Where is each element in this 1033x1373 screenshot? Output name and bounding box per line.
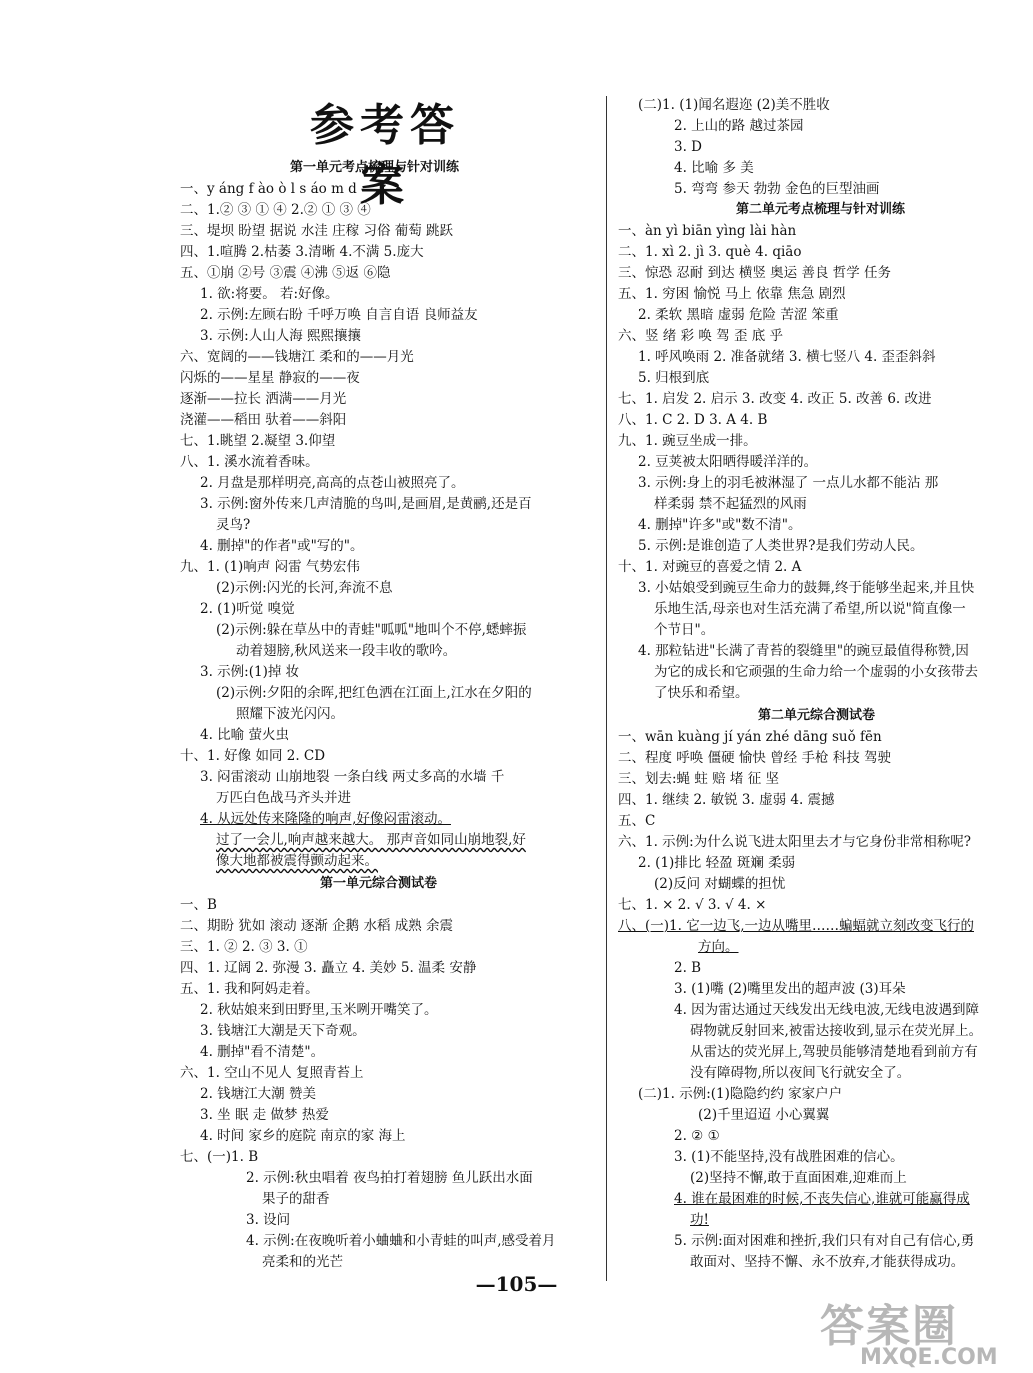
- answer-line: 4. 删掉"许多"或"数不清"。: [638, 517, 802, 533]
- answer-line: 2. (1)听觉 嗅觉: [200, 601, 295, 617]
- answer-line: 4. 因为雷达通过天线发出无线电波,无线电波遇到障: [674, 1002, 979, 1018]
- answer-line: 六、1. 示例:为什么说飞进太阳里去才与它身份非常相称呢?: [618, 834, 971, 850]
- answer-line: 3. 示例:(1)掉 妆: [200, 664, 300, 680]
- answer-line: 二、1. xì 2. jì 3. què 4. qiāo: [618, 244, 802, 260]
- answer-line: 七、1. 启发 2. 启示 3. 改变 4. 改正 5. 改善 6. 改进: [618, 391, 932, 407]
- answer-line: 过了一会儿,响声越来越大。 那声音如同山崩地裂,好: [216, 832, 526, 848]
- answer-line: 4. 时间 家乡的庭院 南京的家 海上: [200, 1128, 406, 1144]
- answer-line: 功!: [690, 1212, 709, 1228]
- answer-line: 3. 示例:窗外传来几声清脆的鸟叫,是画眉,是黄鹂,还是百: [200, 496, 532, 512]
- answer-line: 3. (1)嘴 (2)嘴里发出的超声波 (3)耳朵: [674, 981, 906, 997]
- answer-line: 2. ② ①: [674, 1128, 720, 1144]
- answer-line: 四、1. 辽阔 2. 弥漫 3. 矗立 4. 美妙 5. 温柔 安静: [180, 960, 477, 976]
- section-heading: 第一单元综合测试卷: [320, 876, 438, 891]
- answer-line: 2. B: [674, 960, 702, 976]
- answer-line: 2. 豆荚被太阳晒得暖洋洋的。: [638, 454, 818, 470]
- answer-line: 八、(一)1. 它一边飞,一边从嘴里……蝙蝠就立刻改变飞行的: [618, 918, 974, 934]
- answer-line: 万匹白色战马齐头并进: [216, 790, 351, 806]
- answer-line: 2. 钱塘江大潮 赞美: [200, 1086, 316, 1102]
- answer-line: 三、惊恐 忍耐 到达 横竖 奥运 善良 哲学 任务: [618, 265, 892, 281]
- answer-line: (二)1. (1)闻名遐迩 (2)美不胜收: [638, 97, 830, 113]
- answer-line: 2. 示例:秋虫唱着 夜鸟拍打着翅膀 鱼儿跃出水面: [246, 1170, 533, 1186]
- column-divider: [606, 96, 607, 1281]
- section-heading: 第一单元考点梳理与针对训练: [290, 160, 460, 175]
- answer-line: 亮柔和的光芒: [262, 1254, 343, 1270]
- answer-line: 六、竖 绪 彩 唤 驾 歪 底 乎: [618, 328, 784, 344]
- answer-line: 六、宽阔的——钱塘江 柔和的——月光: [180, 349, 414, 365]
- answer-line: 果子的甜香: [262, 1191, 330, 1207]
- answer-line: 3. 钱塘江大潮是天下奇观。: [200, 1023, 366, 1039]
- answer-line: 乐地生活,母亲也对生活充满了希望,所以说"简直像一: [654, 601, 966, 617]
- answer-line: 九、1. 豌豆坐成一排。: [618, 433, 757, 449]
- answer-line: (2)示例:闪光的长河,奔流不息: [216, 580, 393, 596]
- answer-line: 浇灌——稻田 驮着——斜阳: [180, 412, 347, 428]
- answer-line: 个节日"。: [654, 622, 715, 638]
- answer-line: 3. (1)不能坚持,没有战胜困难的信心。: [674, 1149, 904, 1165]
- answer-line: 一、àn yì biān yìng lài hàn: [618, 223, 797, 239]
- answer-line: 5. 示例:是谁创造了人类世界?是我们劳动人民。: [638, 538, 924, 554]
- answer-line: 3. D: [674, 139, 702, 155]
- answer-line: 一、y áng f ào ò l s áo m d: [180, 181, 357, 197]
- answer-line: 碍物就反射回来,被雷达接收到,显示在荧光屏上。: [690, 1023, 983, 1039]
- answer-line: (二)1. 示例:(1)隐隐约约 家家户户: [638, 1086, 843, 1102]
- answer-line: 十、1. 对豌豆的喜爱之情 2. A: [618, 559, 802, 575]
- answer-line: 逐渐——拉长 洒满——月光: [180, 391, 347, 407]
- answer-line: 3. 闷雷滚动 山崩地裂 一条白线 两丈多高的水墙 千: [200, 769, 505, 785]
- answer-line: 2. 上山的路 越过茶园: [674, 118, 804, 134]
- answer-line: 4. 删掉"的作者"或"写的"。: [200, 538, 364, 554]
- answer-line: 从雷达的荧光屏上,驾驶员能够清楚地看到前方有: [690, 1044, 978, 1060]
- answer-line: 2. 示例:左顾右盼 千呼万唤 自言自语 良师益友: [200, 307, 478, 323]
- answer-line: (2)示例:躲在草丛中的青蛙"呱呱"地叫个不停,蟋蟀振: [216, 622, 527, 638]
- answer-line: 方向。: [698, 939, 739, 955]
- answer-line: 九、1. (1)响声 闷雷 气势宏伟: [180, 559, 360, 575]
- answer-line: 动着翅膀,秋风送来一段丰收的歌吟。: [236, 643, 457, 659]
- answer-line: 4. 那粒钻进"长满了青苔的裂缝里"的豌豆最值得称赞,因: [638, 643, 969, 659]
- answer-line: 二、1.② ③ ① ④ 2.② ① ③ ④: [180, 202, 371, 218]
- answer-line: 四、1.喧腾 2.枯萎 3.清晰 4.不满 5.庞大: [180, 244, 424, 260]
- answer-line: 4. 示例:在夜晚听着小蛐蛐和小青蛙的叫声,感受着月: [246, 1233, 556, 1249]
- section-heading: 第二单元考点梳理与针对训练: [736, 202, 906, 217]
- answer-line: 样柔弱 禁不起猛烈的风雨: [654, 496, 807, 512]
- answer-line: 3. 小姑娘受到豌豆生命力的鼓舞,终于能够坐起来,并且快: [638, 580, 975, 596]
- answer-line: 一、B: [180, 897, 217, 913]
- answer-line: 八、1. C 2. D 3. A 4. B: [618, 412, 768, 428]
- answer-line: 五、1. 穷困 愉悦 马上 依靠 焦急 剧烈: [618, 286, 846, 302]
- answer-line: 了快乐和希望。: [654, 685, 749, 701]
- answer-line: 5. 示例:面对困难和挫折,我们只有对自己有信心,勇: [674, 1233, 975, 1249]
- answer-line: 照耀下波光闪闪。: [236, 706, 344, 722]
- answer-line: 3. 坐 眠 走 做梦 热爱: [200, 1107, 329, 1123]
- section-heading: 第二单元综合测试卷: [758, 708, 876, 723]
- answer-line: 5. 归根到底: [638, 370, 710, 386]
- answer-line: (2)示例:夕阳的余晖,把红色洒在江面上,江水在夕阳的: [216, 685, 532, 701]
- answer-line: 3. 示例:身上的羽毛被淋湿了 一点儿水都不能沾 那: [638, 475, 939, 491]
- answer-line: 3. 设问: [246, 1212, 291, 1228]
- page-number: —105—: [475, 1272, 558, 1296]
- page-title: 参考答案: [310, 100, 460, 211]
- answer-line: 像大地都被震得颤动起来。: [216, 853, 378, 869]
- answer-line: 闪烁的——星星 静寂的——夜: [180, 370, 360, 386]
- answer-line: 5. 弯弯 参天 勃勃 金色的巨型油画: [674, 181, 880, 197]
- answer-line: 2. (1)排比 轻盈 斑斓 柔弱: [638, 855, 796, 871]
- answer-line: 八、1. 溪水流着香味。: [180, 454, 319, 470]
- answer-line: 七、1.眺望 2.凝望 3.仰望: [180, 433, 336, 449]
- answer-line: 五、①崩 ②号 ③震 ④沸 ⑤返 ⑥隐: [180, 265, 391, 281]
- answer-line: 为它的成长和它顽强的生命力给一个虚弱的小女孩带去: [654, 664, 978, 680]
- answer-line: (2)千里迢迢 小心翼翼: [698, 1107, 830, 1123]
- answer-line: 4. 比喻 萤火虫: [200, 727, 289, 743]
- answer-line: (2)坚持不懈,敢于直面困难,迎难而上: [690, 1170, 907, 1186]
- answer-line: 二、期盼 犹如 滚动 逐渐 企鹅 水稻 成熟 余震: [180, 918, 454, 934]
- answer-line: 4. 谁在最困难的时候,不丧失信心,谁就可能赢得成: [674, 1191, 970, 1207]
- answer-line: 灵鸟?: [216, 517, 251, 533]
- answer-line: 2. 秋姑娘来到田野里,玉米咧开嘴笑了。: [200, 1002, 438, 1018]
- answer-line: 1. 呼风唤雨 2. 准备就绪 3. 横七竖八 4. 歪歪斜斜: [638, 349, 936, 365]
- answer-line: 三、划去:蝇 蛀 赔 堵 征 坚: [618, 771, 780, 787]
- answer-line: 没有障碍物,所以夜间飞行就安全了。: [690, 1065, 911, 1081]
- answer-line: 2. 月盘是那样明亮,高高的点苍山被照亮了。: [200, 475, 465, 491]
- answer-line: 4. 从远处传来隆隆的响声,好像闷雷滚动。: [200, 811, 451, 827]
- watermark-url: MXQE.COM: [860, 1345, 998, 1370]
- answer-line: 4. 删掉"看不清楚"。: [200, 1044, 325, 1060]
- answer-line: 3. 示例:人山人海 熙熙攘攘: [200, 328, 362, 344]
- answer-line: 四、1. 继续 2. 敏锐 3. 虚弱 4. 震撼: [618, 792, 835, 808]
- watermark-logo-text: 答案圈: [820, 1301, 958, 1352]
- answer-line: 一、wān kuàng jí yán zhé dāng suǒ fēn: [618, 729, 882, 745]
- answer-line: (2)反问 对蝴蝶的担忧: [654, 876, 786, 892]
- answer-line: 敢面对、坚持不懈、永不放弃,才能获得成功。: [690, 1254, 965, 1270]
- answer-line: 1. 欲:将要。 若:好像。: [200, 286, 339, 302]
- answer-line: 七、1. × 2. √ 3. √ 4. ×: [618, 897, 767, 913]
- answer-line: 2. 柔软 黑暗 虚弱 危险 苦涩 笨重: [638, 307, 839, 323]
- answer-line: 三、1. ② 2. ③ 3. ①: [180, 939, 308, 955]
- answer-line: 五、C: [618, 813, 656, 829]
- answer-line: 三、堤坝 盼望 据说 水洼 庄稼 习俗 葡萄 跳跃: [180, 223, 454, 239]
- answer-line: 4. 比喻 多 美: [674, 160, 754, 176]
- answer-line: 六、1. 空山不见人 复照青苔上: [180, 1065, 364, 1081]
- answer-line: 七、(一)1. B: [180, 1149, 259, 1165]
- answer-line: 五、1. 我和阿妈走着。: [180, 981, 319, 997]
- answer-line: 十、1. 好像 如同 2. CD: [180, 748, 326, 764]
- answer-line: 二、程度 呼唤 僵硬 愉快 曾经 手枪 科技 驾驶: [618, 750, 892, 766]
